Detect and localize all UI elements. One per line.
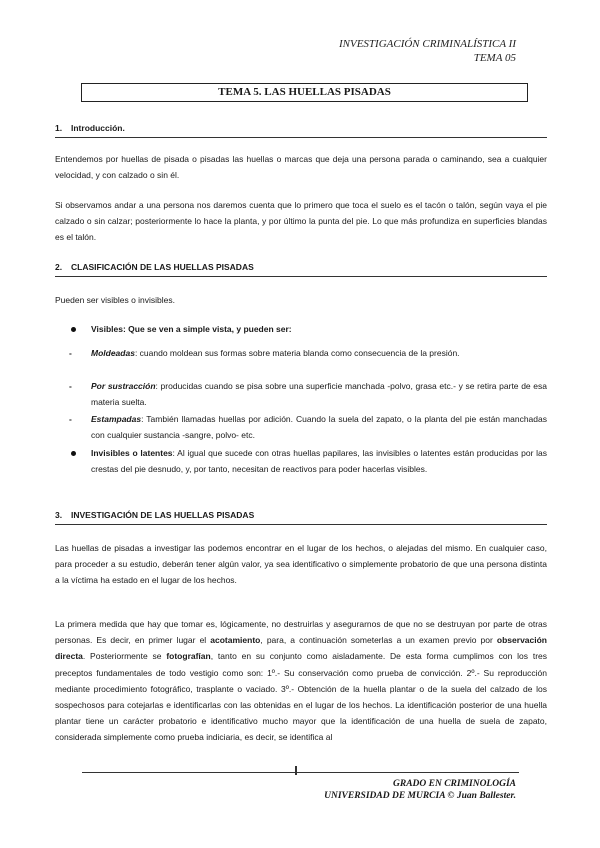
dash-marker: - [69,348,72,358]
p2-text-a: La primera medida que hay que tomar es, lógicamente, no destruirlas y asegurarnos de que no se destruyan por parte de otras personas. Es decir, en primer lugar el [55,619,547,646]
section-1-title: Introducción. [71,123,125,133]
bullet-icon [71,327,76,332]
invisibles-text: : Al igual que sucede con otras huellas papilares, las invisibles o latentes están producidas por las crestas del pie desnudo, y, por tanto, necesitan de reactivos para poder hacerlas visibles. [91,448,548,475]
footer-university: UNIVERSIDAD DE MURCIA © Juan Ballester. [324,791,516,801]
p2-text-g: , tanto en su conjunto como aisladamente. De esta forma cumplimos con los tres preceptos fundamentales de todo vestigio como son: 1º.- Su conservación como prueba de convicción. 2º.- Su reproducción mediante procedimiento fotográfico, trasplante o vaciado. 3º.- Obtención de la huella plantar o de la suela del calzado de los sospechosos para cotejarlas e identificarlas con las obtenidas en el lugar de los hechos. La identificación posterior de una huella plantar tiene un carácter probatorio e identificativo mucho mayor que la identificación de una huella de suela de zapato, considerada simplemente como prueba indiciaria, es decir, se identifica al [55,651,547,743]
list-item-invisibles [55,445,547,477]
section-3-heading [55,510,547,521]
intro-paragraph-1: Entendemos por huellas de pisada o pisadas las huellas o marcas que deja una persona parada o caminando, sea a cualquier velocidad, y con calzado o sin él. [55,154,547,181]
sustraccion-text: : producidas cuando se pisa sobre una superficie manchada -polvo, grasa etc.- y se retira parte de esa materia suelta. [91,381,548,408]
document-title: TEMA 5. LAS HUELLAS PISADAS [81,83,528,102]
footer-degree: GRADO EN CRIMINOLOGÍA [393,779,516,789]
section-1-number: 1. [55,123,63,133]
list-item-sustraccion [55,378,547,410]
section-2-title: CLASIFICACIÓN DE LAS HUELLAS PISADAS [71,262,254,272]
dash-marker: - [69,381,72,391]
list-item-estampadas [55,411,547,443]
p2-acotamiento: acotamiento [210,635,261,646]
moldeadas-term: Moldeadas [91,348,135,358]
investigation-paragraph-2 [55,616,547,746]
section-2-number: 2. [55,262,63,272]
section-2-heading [55,262,547,273]
header-course-title: INVESTIGACIÓN CRIMINALÍSTICA II [338,38,516,50]
intro-paragraph-2: Si observamos andar a una persona nos daremos cuenta que lo primero que toca el suelo es el tacón o talón, según vaya el pie calzado o sin calzar; posteriormente lo hace la planta, y por último la punta del pie. Lo que más profundiza en superficies blandas es el talón. [55,200,547,243]
visibles-text: Visibles: Que se ven a simple vista, y pueden ser: [91,324,292,334]
dash-marker: - [69,414,72,424]
section-2-rule [55,276,547,277]
section-3-rule [55,524,547,525]
footer-rule-mark [295,766,297,775]
footer-rule [82,772,519,773]
moldeadas-text: : cuando moldean sus formas sobre materia blanda como consecuencia de la presión. [134,348,460,358]
header-topic-number: TEMA 05 [473,52,516,64]
investigation-paragraph-1: Las huellas de pisadas a investigar las podemos encontrar en el lugar de los hechos, o alejadas del mismo. En cualquier caso, para proceder a su estudio, deberán tener algún valor, ya sea identificativo o simplemente probatorio de que una persona distinta a la víctima ha estado en el lugar de los hechos. [55,543,547,586]
p2-text-c: , para, a continuación someterlas a un examen previo por [260,635,497,646]
classification-intro: Pueden ser visibles o invisibles. [55,295,176,305]
p2-fotografian: fotografían [166,651,211,662]
estampadas-term: Estampadas [91,414,142,424]
p2-text-e: . Posteriormente se [82,651,167,662]
p2-observacion-directa: observación directa [55,635,547,662]
sustraccion-term: Por sustracción [91,381,156,391]
bullet-icon [71,451,76,456]
list-item-visibles [55,321,547,337]
section-3-title: INVESTIGACIÓN DE LAS HUELLAS PISADAS [71,510,255,520]
estampadas-text: : También llamadas huellas por adición. Cuando la suela del zapato, o la planta del pie están manchadas con cualquier sustancia -sangre, polvo- etc. [91,414,547,441]
list-item-moldeadas [55,345,547,361]
invisibles-term: Invisibles o latentes [91,448,173,458]
section-3-number: 3. [55,510,63,520]
section-1-heading [55,123,547,134]
section-1-rule [55,137,547,138]
